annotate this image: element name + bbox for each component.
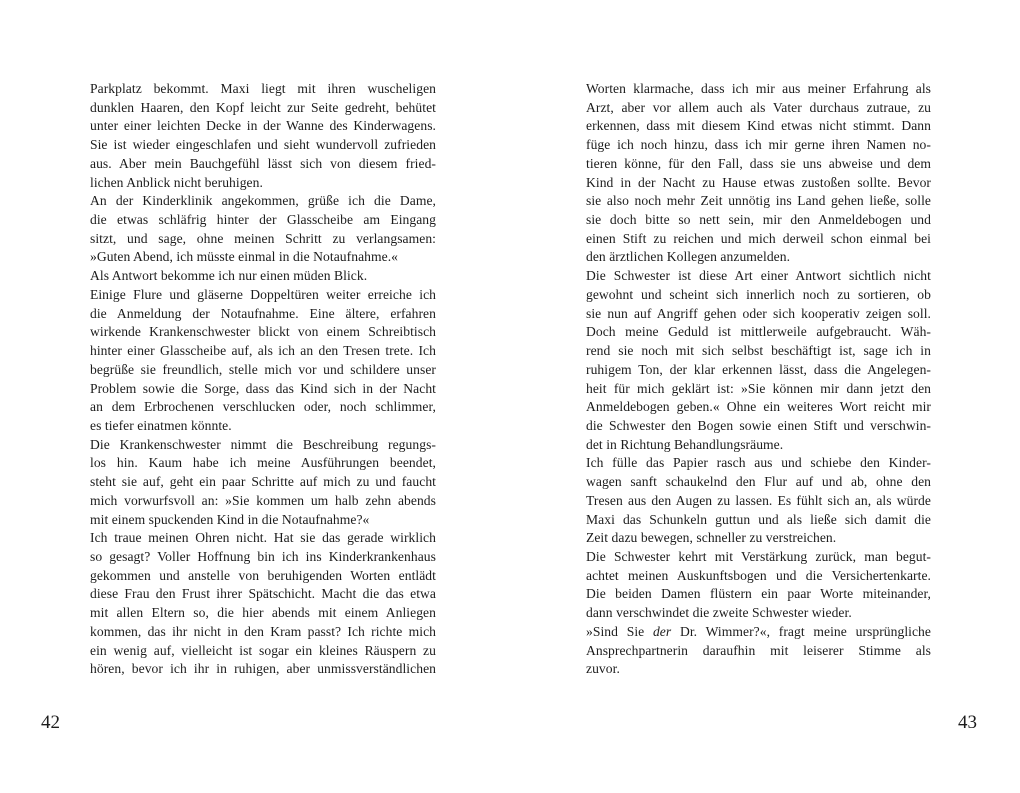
left-text-line: mit allen Eltern so, die hier abends mit einem Anliegen <box>90 605 436 621</box>
left-text-line: Parkplatz bekommt. Maxi liegt mit ihren wuscheligen <box>90 81 436 96</box>
right-text-line: Die Schwester kehrt mit Verstärkung zurück, man begut- <box>586 548 931 564</box>
right-text-line: gewohnt und scheint sich innerlich noch zu sortieren, ob <box>586 286 931 302</box>
left-text-line: diese Frau den Frust ihrer Spätschicht. Macht die das etwa <box>90 586 436 602</box>
left-page-text <box>90 80 436 679</box>
right-text-line: Die Schwester ist diese Art einer Antwort sichtlich nicht <box>586 268 931 284</box>
right-text-line: wagen sanft schaukelnd den Flur auf und ab, ohne den <box>586 474 931 490</box>
left-text-line: gekommen und anstelle von beruhigenden Worten entlädt <box>90 567 436 583</box>
left-text-line: Einige Flure und gläserne Doppeltüren weiter erreiche ich <box>90 286 436 302</box>
left-text-line: Die Krankenschwester nimmt die Beschreibung regungs- <box>90 436 436 452</box>
left-text-line: hören, bevor ich ihr in ruhigen, aber unmissverständlichen <box>90 661 436 677</box>
right-text-line: Maxi das Schunkeln guttun und als ließe sich damit die <box>586 511 931 527</box>
right-text-line: achtet meinen Auskunftsbogen und die Versichertenkarte. <box>586 567 931 583</box>
right-text-line: erkennen, dass mit diesem Kind etwas nicht stimmt. Dann <box>586 118 931 134</box>
right-text-line: Kind in der Nacht zu Hause etwas zustoßen sollte. Bevor <box>586 174 931 190</box>
left-text-line: mich vorwurfsvoll an: »Sie kommen um halb zehn abends <box>90 492 436 508</box>
right-text-line: »Sind Sie der Dr. Wimmer?«, fragt meine ursprüngliche <box>586 623 931 639</box>
left-text-line: unter einer leichten Decke in der Wanne des Kinderwagens. <box>90 118 436 134</box>
left-text-line: mit einem spuckenden Kind in die Notaufnahme?« <box>90 511 370 527</box>
left-text-line: lichen Anblick nicht beruhigen. <box>90 174 263 190</box>
right-text-line: Zeit dazu bewegen, schneller zu verstreichen. <box>586 530 837 546</box>
right-text-line: ruhigem Ton, der klar erkennen lässt, dass die Angelegen- <box>586 361 931 377</box>
right-text-line: Ich fülle das Papier rasch aus und schiebe den Kinder- <box>586 455 931 471</box>
right-text-line: den ärztlichen Kollegen anzumelden. <box>586 249 791 265</box>
left-text-line: die Anmeldung der Notaufnahme. Eine ältere, erfahren <box>90 305 436 321</box>
right-page-number: 43 <box>958 712 977 733</box>
right-text-line: sie also noch mehr Zeit unnötig ins Land gehen ließe, solle <box>586 193 931 209</box>
left-text-line: so gesagt? Voller Hoffnung bin ich ins Kinderkrankenhaus <box>90 548 436 564</box>
left-text-line: die etwas schläfrig hinter der Glasscheibe am Eingang <box>90 212 436 228</box>
right-text-line: tieren könne, für den Fall, dass sie uns abweise und dem <box>586 155 931 171</box>
left-text-line: Als Antwort bekomme ich nur einen müden Blick. <box>90 268 368 284</box>
left-text-line: ein wenig auf, vielleicht ist sogar ein kleines Räuspern zu <box>90 642 436 658</box>
right-text-line: Arzt, aber vor allem auch als Vater durchaus zutraue, zu <box>586 99 931 115</box>
right-text-line: zuvor. <box>586 661 620 677</box>
right-text-line: füge ich noch hinzu, dass ich mir gerne ihren Namen no- <box>586 137 931 153</box>
left-text-line: Problem sowie die Sorge, dass das Kind sich in der Nacht <box>90 380 436 396</box>
left-text-line: Ich traue meinen Ohren nicht. Hat sie das gerade wirklich <box>90 530 436 546</box>
left-text-line: an dem Erbrochenen verschlucken oder, noch schlimmer, <box>90 399 436 415</box>
left-text-line: An der Kinderklinik angekommen, grüße ich die Dame, <box>90 193 436 209</box>
right-text-line: dann verschwindet die zweite Schwester wieder. <box>586 605 852 621</box>
left-text-line: begrüße sie freundlich, stelle mich vor und schildere unser <box>90 361 436 377</box>
right-text-line: heit für mich geklärt ist: »Sie können mir dann jetzt den <box>586 380 931 396</box>
left-text-line: kommen, das ihr nicht in den Kram passt? Ich richte mich <box>90 623 436 639</box>
right-text-line: Ansprechpartnerin daraufhin mit leiserer Stimme als <box>586 642 931 658</box>
left-page-number: 42 <box>41 712 60 733</box>
left-text-line: aus. Aber mein Bauchgefühl lässt sich von diesem fried- <box>90 155 436 171</box>
left-text-line: wirkende Krankenschwester blickt von einem Schreibtisch <box>90 324 436 340</box>
left-text-line: steht sie auf, geht ein paar Schritte auf mich zu und faucht <box>90 474 436 490</box>
left-text-line: Sie ist wieder eingeschlafen und sieht wundervoll zufrieden <box>90 137 436 153</box>
right-text-line: Die beiden Damen flüstern ein paar Worte miteinander, <box>586 586 931 602</box>
right-text-line: Worten klarmache, dass ich mir aus meiner Erfahrung als <box>586 81 931 96</box>
left-text-line: dunklen Haaren, den Kopf leicht zur Seite gedreht, behütet <box>90 99 436 115</box>
right-text-line: Anmeldebogen geben.« Ohne ein weiteres Wort reicht mir <box>586 399 931 415</box>
left-text-line: sitzt, und sage, ohne meinen Schritt zu verlangsamen: <box>90 230 436 246</box>
right-text-line: die Schwester den Bogen sowie einen Stift und verschwin- <box>586 417 931 433</box>
right-text-line: einen Stift zu reichen und mich derweil schon einmal bei <box>586 230 931 246</box>
right-page-text <box>586 80 931 679</box>
right-text-line: sie doch bitte so nett sein, mir den Anmeldebogen und <box>586 212 931 228</box>
right-text-line: rend sie noch mit sich selbst beschäftigt ist, sage ich in <box>586 343 931 359</box>
left-text-line: hinter einer Glasscheibe auf, als ich an den Tresen trete. Ich <box>90 343 436 359</box>
left-text-line: »Guten Abend, ich müsste einmal in die Notaufnahme.« <box>90 249 399 265</box>
left-text-line: es tiefer einatmen könnte. <box>90 417 232 433</box>
right-text-line: Tresen aus den Augen zu lassen. Es fühlt sich an, als würde <box>586 492 931 508</box>
right-text-line: sie nun auf Angriff gehen oder sich kooperativ zeigen soll. <box>586 305 931 321</box>
right-text-line: Doch meine Geduld ist mittlerweile aufgebraucht. Wäh- <box>586 324 931 340</box>
left-text-line: los hin. Kaum habe ich meine Ausführungen beendet, <box>90 455 436 471</box>
right-text-line: det in Richtung Behandlungsräume. <box>586 436 784 452</box>
